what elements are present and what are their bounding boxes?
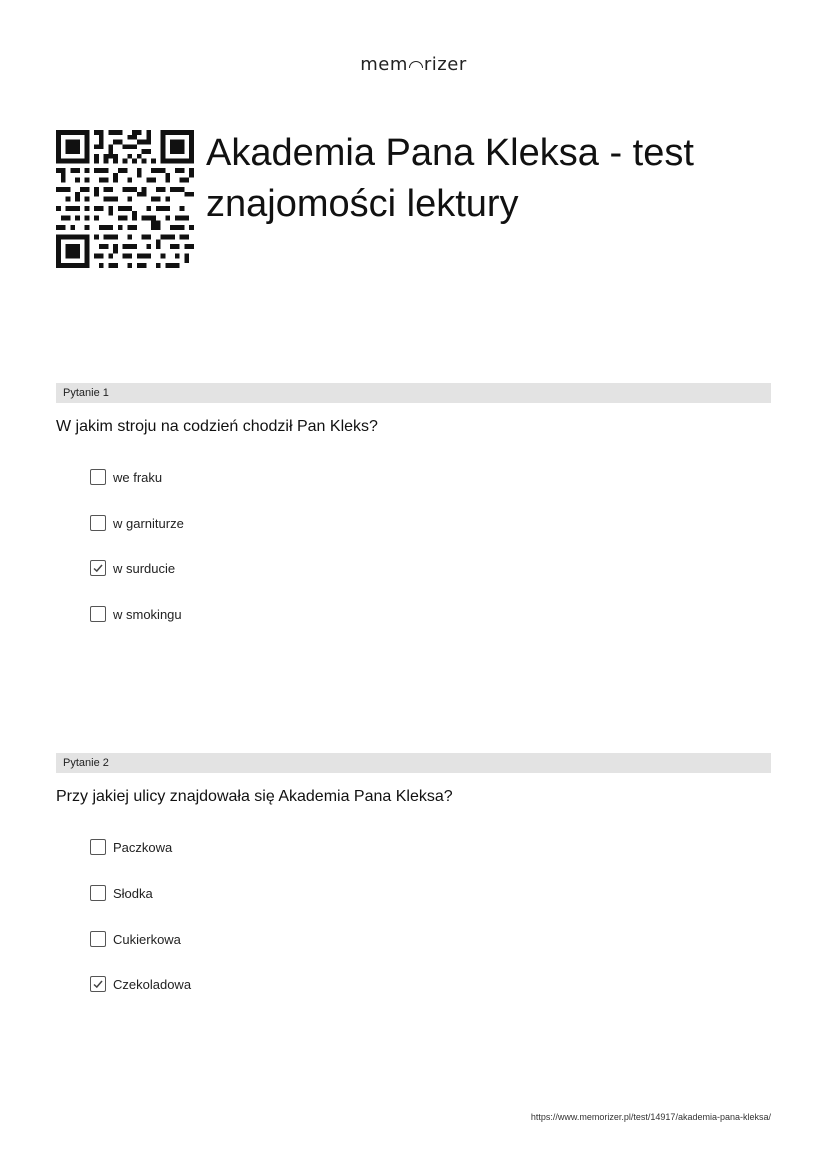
answer-item[interactable] <box>90 558 175 578</box>
question-1-text: W jakim stroju na codzień chodził Pan Kleks? <box>56 418 378 435</box>
answer-label: Słodka <box>113 885 153 901</box>
checkbox[interactable] <box>90 515 106 531</box>
checkbox[interactable] <box>90 839 106 855</box>
answer-item[interactable] <box>90 974 191 994</box>
logo-text-left: mem <box>360 54 408 75</box>
logo-text-right: rizer <box>423 54 467 75</box>
answer-item[interactable] <box>90 837 172 857</box>
question-1-header <box>56 383 771 403</box>
question-1-number: Pytanie 1 <box>63 387 109 399</box>
answer-label: w smokingu <box>113 606 182 622</box>
checkmark-icon <box>92 562 104 574</box>
question-2-header <box>56 753 771 773</box>
answer-label: Paczkowa <box>113 839 173 855</box>
answer-label: Cukierkowa <box>113 931 181 947</box>
qr-code-icon <box>56 130 194 268</box>
test-title: Akademia Pana Kleksa - test znajomości lektury <box>206 132 694 225</box>
memorizer-logo <box>0 54 827 75</box>
answer-item[interactable] <box>90 883 153 903</box>
question-2-text: Przy jakiej ulicy znajdowała się Akademia Pana Kleksa? <box>56 788 453 805</box>
answer-label: we fraku <box>113 469 163 485</box>
smile-o-icon <box>409 61 423 68</box>
checkbox[interactable] <box>90 560 106 576</box>
answer-item[interactable] <box>90 513 184 533</box>
checkbox[interactable] <box>90 469 106 485</box>
footer-url[interactable]: https://www.memorizer.pl/test/14917/akademia-pana-kleksa/ <box>530 1112 771 1122</box>
answer-label: w garniturze <box>113 515 184 531</box>
answer-item[interactable] <box>90 604 182 624</box>
answer-item[interactable] <box>90 467 162 487</box>
question-2-number: Pytanie 2 <box>63 757 109 769</box>
answer-label: Czekoladowa <box>113 976 192 992</box>
checkbox[interactable] <box>90 885 106 901</box>
answer-label: w surducie <box>113 560 176 576</box>
checkbox[interactable] <box>90 606 106 622</box>
checkbox[interactable] <box>90 976 106 992</box>
answer-item[interactable] <box>90 929 181 949</box>
checkmark-icon <box>92 978 104 990</box>
checkbox[interactable] <box>90 931 106 947</box>
